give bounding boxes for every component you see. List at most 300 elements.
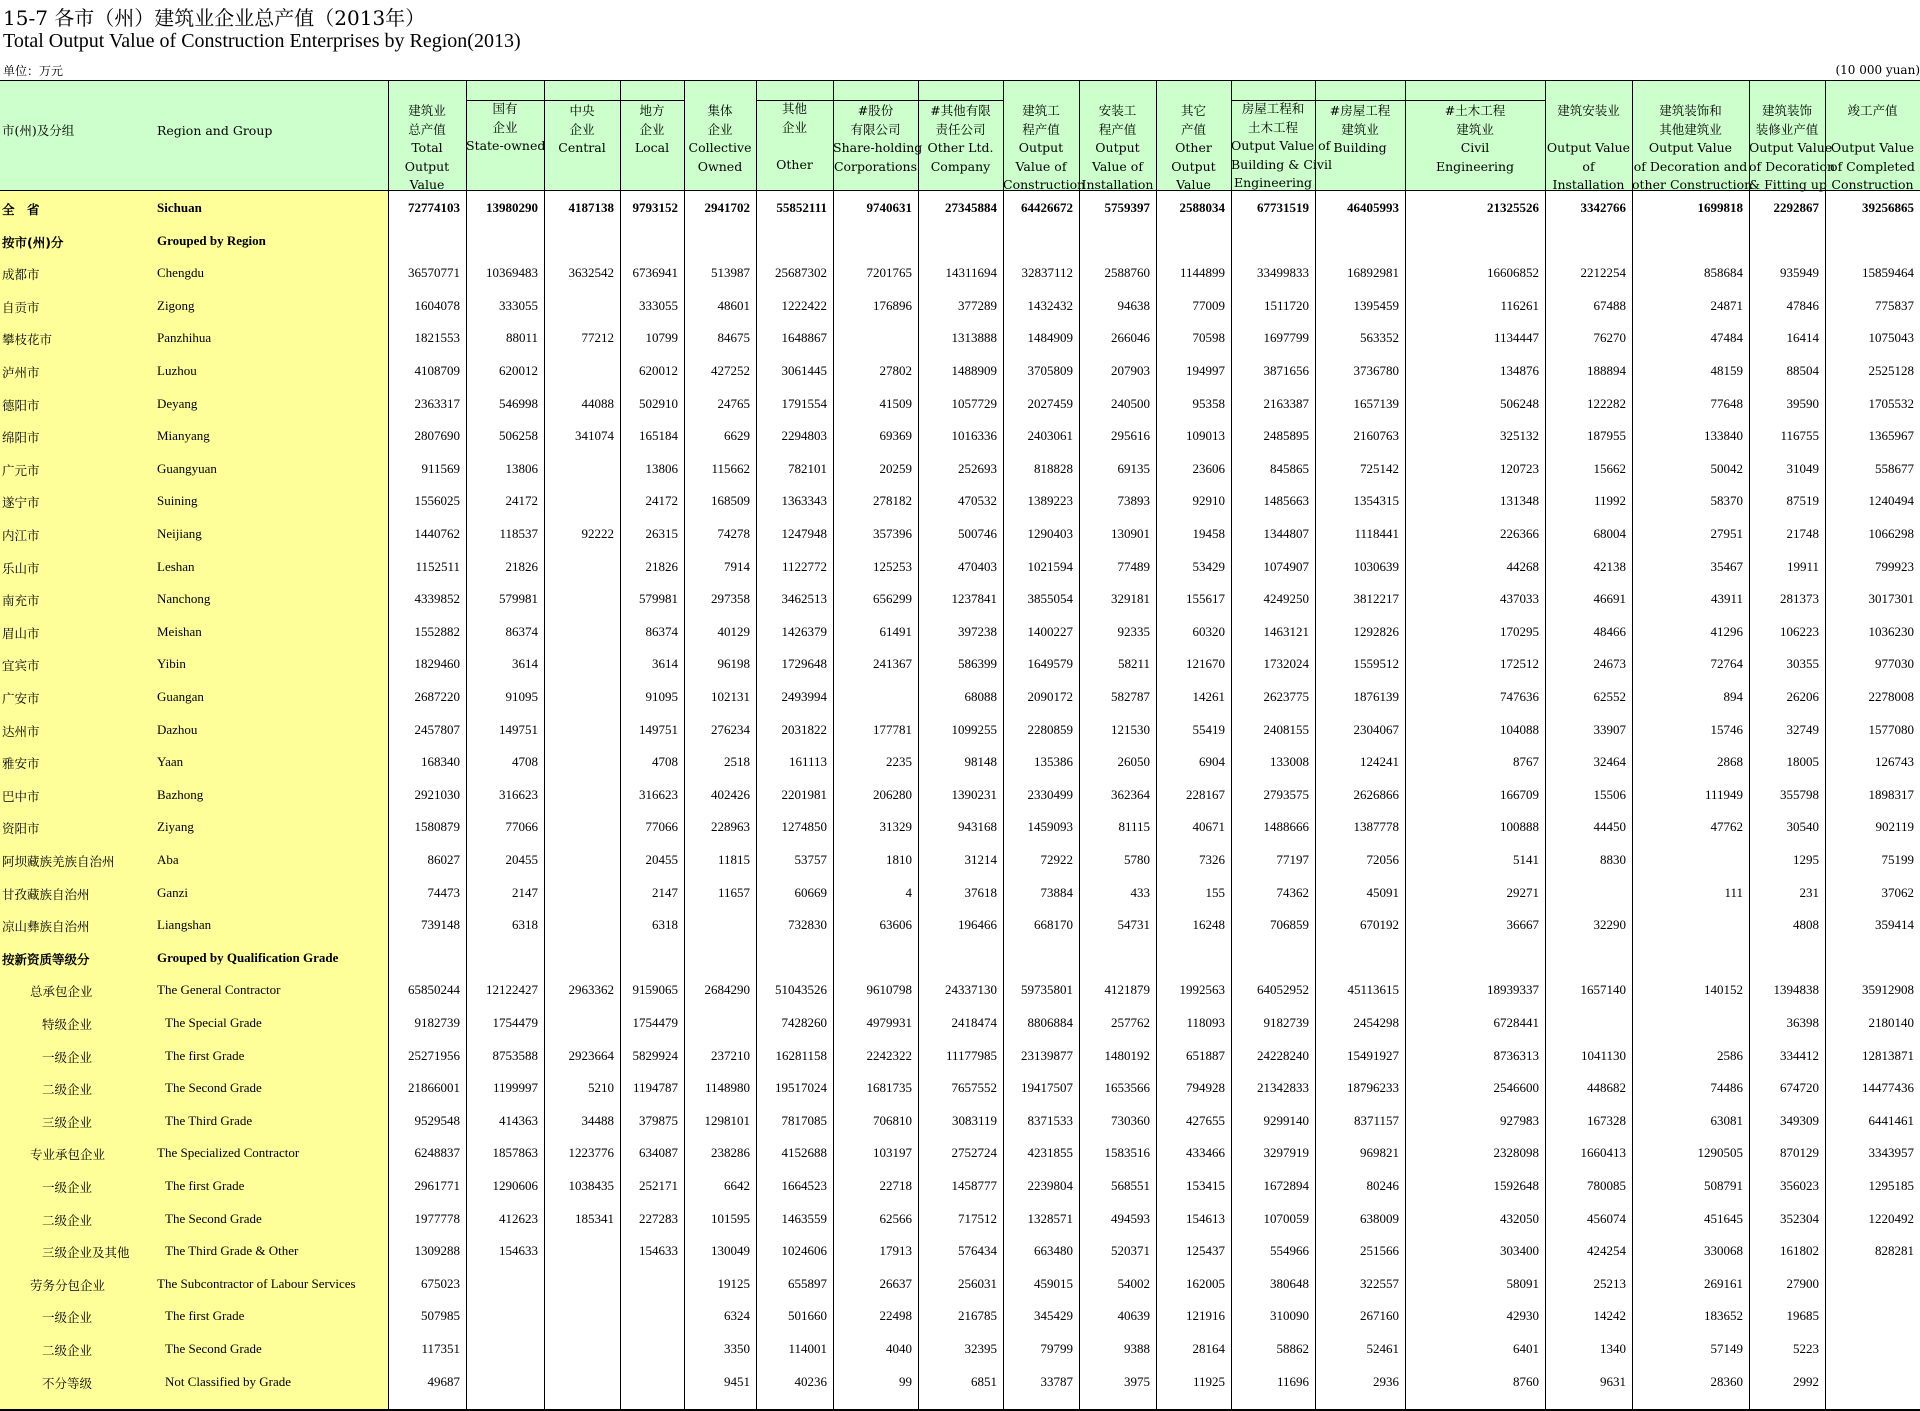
value-cell: 33907 xyxy=(1593,721,1626,737)
value-cell: 216785 xyxy=(958,1308,997,1324)
value-cell: 8806884 xyxy=(1027,1015,1073,1030)
value-cell: 507985 xyxy=(421,1308,460,1324)
value-cell: 44088 xyxy=(581,395,614,411)
header-region-en: Region and Group xyxy=(157,123,273,138)
value-cell: 894 xyxy=(1723,689,1743,704)
value-cell: 121670 xyxy=(1186,656,1225,672)
header-region-cn: 市(州)及分组 xyxy=(2,123,75,138)
value-cell: 506248 xyxy=(1500,395,1539,411)
value-cell: 2807690 xyxy=(414,428,460,444)
header-line: 安装工 xyxy=(1098,103,1137,118)
value-cell: 40236 xyxy=(794,1373,827,1389)
value-cell: 1298101 xyxy=(704,1112,750,1128)
value-cell: 241367 xyxy=(873,656,912,672)
value-cell: 74362 xyxy=(1276,884,1309,900)
header-line: 其他 xyxy=(781,101,807,116)
value-cell: 53429 xyxy=(1192,558,1225,574)
header-col-10 xyxy=(1079,102,1156,195)
value-cell: 5223 xyxy=(1793,1341,1819,1356)
value-cell: 451645 xyxy=(1704,1210,1743,1226)
value-cell: 50042 xyxy=(1710,460,1743,476)
value-cell: 9740631 xyxy=(866,200,912,215)
value-cell: 188894 xyxy=(1587,363,1626,378)
value-cell: 15859464 xyxy=(1862,265,1914,281)
row-label-cn: 攀枝花市 xyxy=(2,332,53,348)
value-cell: 183652 xyxy=(1704,1308,1743,1324)
value-cell: 794928 xyxy=(1186,1080,1225,1096)
value-cell: 9299140 xyxy=(1263,1112,1309,1128)
header-line: 企业 xyxy=(639,121,665,137)
value-cell: 15491927 xyxy=(1347,1047,1399,1063)
value-cell: 266046 xyxy=(1111,330,1150,346)
row-label-cn: 南充市 xyxy=(2,593,40,609)
value-cell: 68088 xyxy=(964,689,997,704)
value-cell: 187955 xyxy=(1587,428,1626,444)
value-cell: 4108709 xyxy=(414,363,460,378)
value-cell: 316623 xyxy=(499,786,538,802)
value-cell: 140152 xyxy=(1704,982,1743,998)
value-cell: 14242 xyxy=(1593,1308,1626,1324)
value-cell: 54731 xyxy=(1117,917,1150,933)
value-cell: 414363 xyxy=(499,1112,538,1128)
row-label-en: The first Grade xyxy=(165,1178,245,1193)
value-cell: 2588760 xyxy=(1104,265,1150,281)
value-cell: 63081 xyxy=(1710,1112,1743,1128)
value-cell: 397238 xyxy=(958,623,997,639)
value-cell: 333055 xyxy=(499,297,538,313)
value-cell: 6642 xyxy=(724,1178,750,1193)
value-cell: 1363343 xyxy=(781,493,827,509)
value-cell: 858684 xyxy=(1704,265,1743,281)
value-cell: 69135 xyxy=(1117,460,1150,476)
value-cell: 2363317 xyxy=(414,395,460,411)
value-cell: 943168 xyxy=(958,819,997,835)
value-cell: 84675 xyxy=(717,330,750,346)
value-cell: 1829460 xyxy=(414,656,460,672)
value-cell: 2493994 xyxy=(781,689,827,704)
header-col-16 xyxy=(1632,102,1753,195)
value-cell: 2235 xyxy=(886,754,912,770)
value-cell: 2518 xyxy=(724,754,750,770)
value-cell: 207903 xyxy=(1111,363,1150,378)
header-line: 国有 xyxy=(492,101,518,116)
row-label-cn: 巴中市 xyxy=(2,788,40,804)
value-cell: 1070059 xyxy=(1263,1210,1309,1226)
value-cell: 77197 xyxy=(1276,852,1309,867)
value-cell: 2923664 xyxy=(568,1047,614,1063)
value-cell: 46405993 xyxy=(1347,200,1399,215)
value-cell: 40639 xyxy=(1117,1308,1150,1324)
value-cell: 730360 xyxy=(1111,1112,1150,1128)
value-cell: 1810 xyxy=(886,852,912,867)
header-col-13 xyxy=(1315,102,1405,158)
value-cell: 35912908 xyxy=(1862,982,1914,998)
value-cell: 870129 xyxy=(1780,1145,1819,1161)
value-cell: 706859 xyxy=(1270,917,1309,933)
value-cell: 1074907 xyxy=(1263,558,1309,574)
value-cell: 2485895 xyxy=(1263,428,1309,444)
value-cell: 2239804 xyxy=(1027,1178,1073,1193)
value-cell: 2304067 xyxy=(1353,721,1399,737)
row-label-cn: 眉山市 xyxy=(2,625,40,641)
value-cell: 55419 xyxy=(1192,721,1225,737)
value-cell: 579981 xyxy=(639,591,678,607)
value-cell: 1016336 xyxy=(951,428,997,444)
value-cell: 48466 xyxy=(1593,623,1626,639)
value-cell: 92910 xyxy=(1192,493,1225,509)
value-cell: 1036230 xyxy=(1868,623,1914,639)
value-cell: 64426672 xyxy=(1021,200,1073,215)
header-line: Value of xyxy=(1015,158,1067,174)
value-cell: 32837112 xyxy=(1021,265,1073,281)
value-cell: 432050 xyxy=(1500,1210,1539,1226)
value-cell: 52461 xyxy=(1366,1341,1399,1356)
value-cell: 73884 xyxy=(1040,884,1073,900)
value-cell: 775837 xyxy=(1875,297,1914,313)
header-col-15 xyxy=(1545,102,1632,195)
row-label-cn: 资阳市 xyxy=(2,821,40,837)
value-cell: 2242322 xyxy=(866,1047,912,1063)
value-cell: 155 xyxy=(1205,884,1225,900)
header-line: Output xyxy=(404,158,450,174)
header-line: 产值 xyxy=(1180,121,1206,137)
value-cell: 20259 xyxy=(879,460,912,476)
header-line: 装修业产值 xyxy=(1755,121,1819,137)
value-cell: 72922 xyxy=(1040,852,1073,867)
value-cell: 1144899 xyxy=(1179,265,1225,281)
value-cell: 2147 xyxy=(512,884,538,900)
value-cell: 125253 xyxy=(873,558,912,574)
value-cell: 226366 xyxy=(1500,526,1539,541)
value-cell: 1485663 xyxy=(1263,493,1309,509)
row-label-cn: 绵阳市 xyxy=(2,430,40,446)
value-cell: 1821553 xyxy=(414,330,460,346)
value-cell: 58370 xyxy=(1710,493,1743,509)
value-cell: 303400 xyxy=(1500,1243,1539,1259)
value-cell: 8371157 xyxy=(1353,1112,1399,1128)
row-label-cn: 遂宁市 xyxy=(2,495,40,511)
value-cell: 69369 xyxy=(879,428,912,444)
value-cell: 402426 xyxy=(711,786,750,802)
value-cell: 3297919 xyxy=(1263,1145,1309,1161)
value-cell: 41509 xyxy=(879,395,912,411)
value-cell: 12813871 xyxy=(1862,1047,1914,1063)
value-cell: 11177985 xyxy=(945,1047,997,1063)
unit-en: (10 000 yuan) xyxy=(1835,63,1920,77)
value-cell: 2687220 xyxy=(414,689,460,704)
value-cell: 81115 xyxy=(1118,819,1150,835)
value-cell: 6904 xyxy=(1199,754,1225,770)
value-cell: 49687 xyxy=(427,1373,460,1389)
value-cell: 58862 xyxy=(1276,1341,1309,1356)
row-label-cn: 一级企业 xyxy=(42,1310,93,1326)
value-cell: 513987 xyxy=(711,265,750,281)
value-cell: 58091 xyxy=(1506,1275,1539,1291)
value-cell: 206280 xyxy=(873,786,912,802)
value-cell: 24871 xyxy=(1710,297,1743,313)
value-cell: 520371 xyxy=(1111,1243,1150,1259)
value-cell: 563352 xyxy=(1360,330,1399,346)
value-cell: 1041130 xyxy=(1580,1047,1626,1063)
value-cell: 118537 xyxy=(499,526,538,541)
value-cell: 8767 xyxy=(1513,754,1539,770)
value-cell: 2180140 xyxy=(1868,1015,1914,1030)
row-label-cn: 宜宾市 xyxy=(2,658,40,674)
value-cell: 1432432 xyxy=(1027,297,1073,313)
value-cell: 1556025 xyxy=(414,493,460,509)
value-cell: 8371533 xyxy=(1027,1112,1073,1128)
value-cell: 1122772 xyxy=(781,558,827,574)
value-cell: 228167 xyxy=(1186,786,1225,802)
value-cell: 1066298 xyxy=(1868,526,1914,541)
header-line: 有限公司 xyxy=(850,121,901,137)
header-line: 企业 xyxy=(569,121,595,137)
value-cell: 26315 xyxy=(645,526,678,541)
row-label-en: The Special Grade xyxy=(165,1015,262,1030)
value-cell: 3017301 xyxy=(1868,591,1914,607)
value-cell: 554966 xyxy=(1270,1243,1309,1259)
value-cell: 23606 xyxy=(1192,460,1225,476)
value-cell: 32395 xyxy=(964,1341,997,1356)
value-cell: 240500 xyxy=(1111,395,1150,411)
unit-cn: 单位：万元 xyxy=(3,64,64,78)
value-cell: 57149 xyxy=(1710,1341,1743,1356)
row-label-cn: 德阳市 xyxy=(2,397,40,413)
value-cell: 2147 xyxy=(652,884,678,900)
header-line: 集体 xyxy=(707,103,733,118)
value-cell: 176896 xyxy=(873,297,912,313)
value-cell: 167328 xyxy=(1587,1112,1626,1128)
value-cell: 42930 xyxy=(1506,1308,1539,1324)
value-cell: 333055 xyxy=(639,297,678,313)
header-line: Corporations xyxy=(833,158,918,174)
value-cell: 2027459 xyxy=(1027,395,1073,411)
value-cell: 61491 xyxy=(879,623,912,639)
row-label-en: Chengdu xyxy=(157,265,204,281)
value-cell: 558677 xyxy=(1875,460,1914,476)
value-cell: 1223776 xyxy=(568,1145,614,1161)
header-col-14 xyxy=(1405,102,1545,176)
value-cell: 21826 xyxy=(505,558,538,574)
value-cell: 27345884 xyxy=(945,200,997,215)
header-line: 竣工产值 xyxy=(1847,103,1898,118)
header-col-1 xyxy=(388,102,466,195)
value-cell: 133008 xyxy=(1270,754,1309,770)
value-cell: 9451 xyxy=(724,1373,750,1389)
value-cell: 9159065 xyxy=(632,982,678,998)
value-cell: 114001 xyxy=(788,1341,827,1356)
header-line: #其他有限 xyxy=(930,103,991,118)
value-cell: 59735801 xyxy=(1021,982,1073,998)
value-cell: 130049 xyxy=(711,1243,750,1259)
value-cell: 21342833 xyxy=(1257,1080,1309,1096)
value-cell: 168340 xyxy=(421,754,460,770)
value-cell: 87519 xyxy=(1786,493,1819,509)
value-cell: 24172 xyxy=(505,493,538,509)
value-cell: 3083119 xyxy=(951,1112,997,1128)
value-cell: 725142 xyxy=(1360,460,1399,476)
value-cell: 1152511 xyxy=(415,558,460,574)
value-cell: 41296 xyxy=(1710,623,1743,639)
value-cell: 1754479 xyxy=(492,1015,538,1030)
value-cell: 36570771 xyxy=(408,265,460,281)
header-line: Building xyxy=(1333,140,1387,155)
value-cell: 1387778 xyxy=(1353,819,1399,835)
header-line: #土木工程 xyxy=(1444,103,1506,118)
title-cn: 15-7 各市（州）建筑业企业总产值（2013年） xyxy=(3,6,426,30)
value-cell: 782101 xyxy=(788,460,827,476)
value-cell: 135386 xyxy=(1034,754,1073,770)
value-cell: 21748 xyxy=(1786,526,1819,541)
value-cell: 74473 xyxy=(427,884,460,900)
row-label-cn: 专业承包企业 xyxy=(30,1147,106,1163)
header-line: 建筑业 xyxy=(1341,121,1379,137)
value-cell: 1754479 xyxy=(632,1015,678,1030)
value-cell: 117351 xyxy=(421,1341,460,1356)
value-cell: 161802 xyxy=(1780,1243,1819,1259)
value-cell: 22718 xyxy=(879,1178,912,1193)
row-label-cn: 广元市 xyxy=(2,462,40,478)
value-cell: 6248837 xyxy=(414,1145,460,1161)
value-cell: 37618 xyxy=(964,884,997,900)
header-line: 建筑业 xyxy=(1456,121,1494,137)
value-cell: 63606 xyxy=(879,917,912,933)
value-cell: 98148 xyxy=(964,754,997,770)
header-line: & Fitting up xyxy=(1749,177,1827,192)
value-cell: 16892981 xyxy=(1347,265,1399,281)
header-line: 中央 xyxy=(569,103,595,118)
value-cell: 24172 xyxy=(645,493,678,509)
value-cell: 1395459 xyxy=(1353,297,1399,313)
header-line: Total xyxy=(411,140,443,155)
value-cell: 161113 xyxy=(788,754,827,770)
value-cell: 29271 xyxy=(1506,884,1539,900)
value-cell: 121530 xyxy=(1111,721,1150,737)
value-cell: 427252 xyxy=(711,363,750,378)
header-line: 建筑安装业 xyxy=(1557,103,1620,118)
value-cell: 11815 xyxy=(717,852,750,867)
value-cell: 1148980 xyxy=(704,1080,750,1096)
row-label-cn: 劳务分包企业 xyxy=(30,1277,106,1293)
value-cell: 1220492 xyxy=(1868,1210,1914,1226)
value-cell: 4979931 xyxy=(866,1015,912,1030)
value-cell: 1977778 xyxy=(414,1210,460,1226)
header-line xyxy=(756,137,833,156)
header-line: Output Value xyxy=(1546,140,1631,155)
value-cell: 568551 xyxy=(1111,1178,1150,1193)
value-cell: 28360 xyxy=(1710,1373,1743,1389)
value-cell: 32464 xyxy=(1593,754,1626,770)
value-cell: 845865 xyxy=(1270,460,1309,476)
value-cell: 12122427 xyxy=(486,982,538,998)
value-cell: 586399 xyxy=(958,656,997,672)
value-cell: 1648867 xyxy=(781,330,827,346)
row-label-en: Ziyang xyxy=(157,819,194,835)
value-cell: 47484 xyxy=(1710,330,1743,346)
value-cell: 76270 xyxy=(1593,330,1626,346)
value-cell: 91095 xyxy=(645,689,678,704)
value-cell: 125437 xyxy=(1186,1243,1225,1259)
value-cell: 1313888 xyxy=(951,330,997,346)
row-label-cn: 按新资质等级分 xyxy=(2,951,90,967)
value-cell: 11992 xyxy=(1593,493,1626,509)
value-cell: 2936 xyxy=(1373,1373,1399,1389)
value-cell: 54002 xyxy=(1117,1275,1150,1291)
value-cell: 11925 xyxy=(1192,1373,1225,1389)
value-cell: 4187138 xyxy=(568,200,614,215)
header-line: Installation xyxy=(1552,177,1625,192)
row-label-cn: 甘孜藏族自治州 xyxy=(2,886,90,902)
value-cell: 62552 xyxy=(1593,689,1626,704)
value-cell: 19417507 xyxy=(1021,1080,1073,1096)
header-col-7 xyxy=(833,102,923,176)
header-line: #股份 xyxy=(857,103,894,118)
value-cell: 670192 xyxy=(1360,917,1399,933)
value-cell: 94638 xyxy=(1117,297,1150,313)
value-cell: 359414 xyxy=(1875,917,1914,933)
value-cell: 43911 xyxy=(1710,591,1743,607)
header-line: 责任公司 xyxy=(935,121,986,137)
value-cell: 15506 xyxy=(1593,786,1626,802)
value-cell: 2626866 xyxy=(1353,786,1399,802)
value-cell: 663480 xyxy=(1034,1243,1073,1259)
value-cell: 10369483 xyxy=(486,265,538,281)
row-label-cn: 自贡市 xyxy=(2,299,40,315)
value-cell: 3855054 xyxy=(1027,591,1073,607)
value-cell: 251566 xyxy=(1360,1243,1399,1259)
value-cell: 34488 xyxy=(581,1112,614,1128)
header-line: 建筑工 xyxy=(1022,103,1060,118)
value-cell: 194997 xyxy=(1186,363,1225,378)
value-cell: 902119 xyxy=(1875,819,1914,835)
value-cell: 86374 xyxy=(505,623,538,639)
header-line: Value of xyxy=(1092,158,1143,174)
value-cell: 154633 xyxy=(639,1243,678,1259)
header-line: Other xyxy=(1175,140,1212,155)
value-cell: 6401 xyxy=(1513,1341,1539,1356)
value-cell: 5829924 xyxy=(632,1047,678,1063)
value-cell: 1024606 xyxy=(781,1243,827,1259)
value-cell: 1440762 xyxy=(414,526,460,541)
value-cell: 3342766 xyxy=(1580,200,1626,215)
value-cell: 77066 xyxy=(505,819,538,835)
value-cell: 60669 xyxy=(794,884,827,900)
row-label-cn: 按市(州)分 xyxy=(2,234,64,250)
value-cell: 576434 xyxy=(958,1243,997,1259)
value-cell: 18939337 xyxy=(1487,982,1539,998)
value-cell: 1194787 xyxy=(632,1080,678,1096)
value-cell: 9182739 xyxy=(1263,1015,1309,1030)
value-cell: 28164 xyxy=(1192,1341,1225,1356)
title-en: Total Output Value of Construction Enterprises by Region(2013) xyxy=(3,30,521,52)
value-cell: 2525128 xyxy=(1868,363,1914,378)
header-col-17 xyxy=(1749,102,1836,195)
header-line: Engineering xyxy=(1435,158,1515,174)
header-line: 企业 xyxy=(781,119,807,135)
value-cell: 4152688 xyxy=(781,1145,827,1161)
value-cell: 935949 xyxy=(1780,265,1819,281)
value-cell: 500746 xyxy=(958,526,997,541)
value-cell: 33499833 xyxy=(1257,265,1309,281)
value-cell: 620012 xyxy=(499,363,538,378)
value-cell: 14261 xyxy=(1192,689,1225,704)
header-line: 建筑业 xyxy=(408,103,446,118)
row-label-cn: 一级企业 xyxy=(42,1180,93,1195)
header-line: of Decoration and xyxy=(1633,158,1748,174)
header-col-8 xyxy=(918,102,1003,176)
value-cell: 3736780 xyxy=(1353,363,1399,378)
value-cell: 25687302 xyxy=(775,265,827,281)
